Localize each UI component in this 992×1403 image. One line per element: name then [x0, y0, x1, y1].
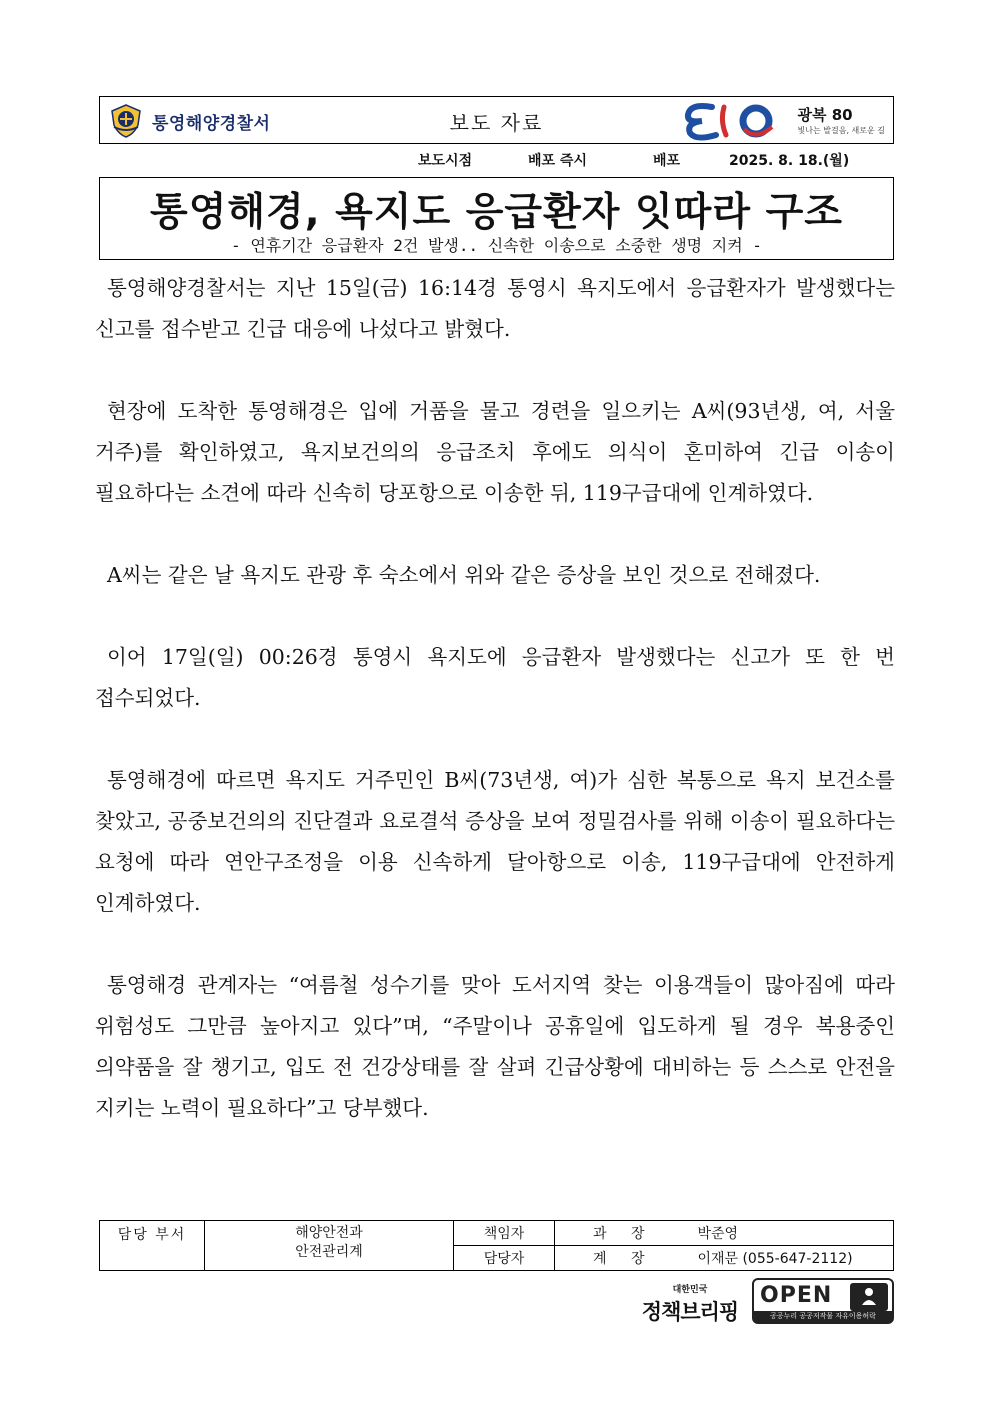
- policy-briefing-name: 정책브리핑: [641, 1300, 739, 1324]
- open-label: OPEN: [760, 1283, 833, 1308]
- paragraph: 이어 17일(일) 00:26경 통영시 욕지도에 응급환자 발생했다는 신고가 또 한 번 접수되었다.: [95, 645, 895, 710]
- dept-team: [205, 1221, 454, 1271]
- subheadline: - 연휴기간 응급환자 2건 발생.. 신속한 이송으로 소중한 생명 지켜 -: [231, 236, 762, 255]
- table-row: [100, 1221, 894, 1246]
- open-caption: 공공누리 공공저작물 자유이용허락: [754, 1311, 892, 1322]
- headline: 통영해경, 욕지도 응급환자 잇따라 구조: [150, 190, 843, 235]
- release-date: 2025. 8. 18.(월): [729, 153, 850, 169]
- person-cell: [555, 1246, 894, 1271]
- paragraph: 통영해경 관계자는 “여름철 성수기를 맞아 도서지역 찾는 이용객들이 많아짐에 따라 위험성도 그만큼 높아지고 있다”며, “주말이나 공휴일에 입도하게 될 경우 복용중인 의약품을 잘 챙기고, 입도 전 건강상태를 잘 살펴 긴급상황에 대비하는 등 스스로 안전을 지키는 노력이 필요하다”고 당부했다.: [95, 973, 895, 1120]
- policy-briefing-country: 대한민국: [672, 1285, 708, 1295]
- position-label: 계 장: [593, 1251, 655, 1267]
- distribution-label: 배포: [653, 153, 681, 169]
- article-body: [95, 268, 895, 1129]
- title-box: [99, 177, 894, 260]
- paragraph: 통영해경에 따르면 욕지도 거주민인 B씨(73년생, 여)가 심한 복통으로 욕지 보건소를 찾았고, 공중보건의의 진단결과 요로결석 증상을 보여 정밀검사를 위해 이송이 필요하다는 요청에 따라 연안구조정을 이용 신속하게 달아항으로 이송, 119구급대에 안전하게 인계하였다.: [95, 768, 895, 915]
- dept-division: 해양안전과: [295, 1225, 363, 1241]
- contact-table: [99, 1220, 894, 1271]
- liberation-80-logo: [682, 100, 885, 142]
- release-timing: 배포 즉시: [528, 153, 587, 169]
- person-name: 박준영: [697, 1226, 739, 1242]
- header-box: [99, 96, 894, 144]
- role-cell: 책임자: [454, 1221, 555, 1246]
- kogl-open-logo: [752, 1278, 894, 1324]
- org-name: 통영해양경찰서: [152, 113, 271, 134]
- person-icon: [850, 1283, 888, 1311]
- paragraph: A씨는 같은 날 욕지도 관광 후 숙소에서 위와 같은 증상을 보인 것으로 전해졌다.: [107, 563, 821, 587]
- role-cell: 담당자: [454, 1246, 555, 1271]
- campaign-slogan: 빛나는 발걸음, 새로운 길: [797, 125, 885, 135]
- paragraph: 현장에 도착한 통영해경은 입에 거품을 물고 경련을 일으키는 A씨(93년생, 여, 서울 거주)를 확인하였고, 욕지보건의의 응급조치 후에도 의식이 혼미하여 긴급 이송이 필요하다는 소견에 따라 신속히 당포항으로 이송한 뒤, 119구급대에 인계하였다.: [95, 399, 895, 505]
- doc-type-label: 보도 자료: [449, 111, 544, 135]
- release-info: [418, 150, 849, 170]
- campaign-title: 광복 80: [797, 105, 853, 124]
- liberation-80-mark-icon: [682, 101, 792, 141]
- policy-briefing-logo: [636, 1282, 744, 1324]
- position-label: 과 장: [593, 1226, 655, 1242]
- paragraph: 통영해양경찰서는 지난 15일(금) 16:14경 통영시 욕지도에서 응급환자가 발생했다는 신고를 접수받고 긴급 대응에 나섰다고 밝혔다.: [95, 276, 895, 341]
- release-label: 보도시점: [418, 153, 473, 169]
- person-cell: [555, 1221, 894, 1246]
- attribution-icon: [850, 1283, 888, 1311]
- dept-label: 담당 부서: [100, 1221, 205, 1271]
- dept-unit: 안전관리계: [295, 1244, 363, 1260]
- person-name: 이재문 (055-647-2112): [697, 1251, 853, 1267]
